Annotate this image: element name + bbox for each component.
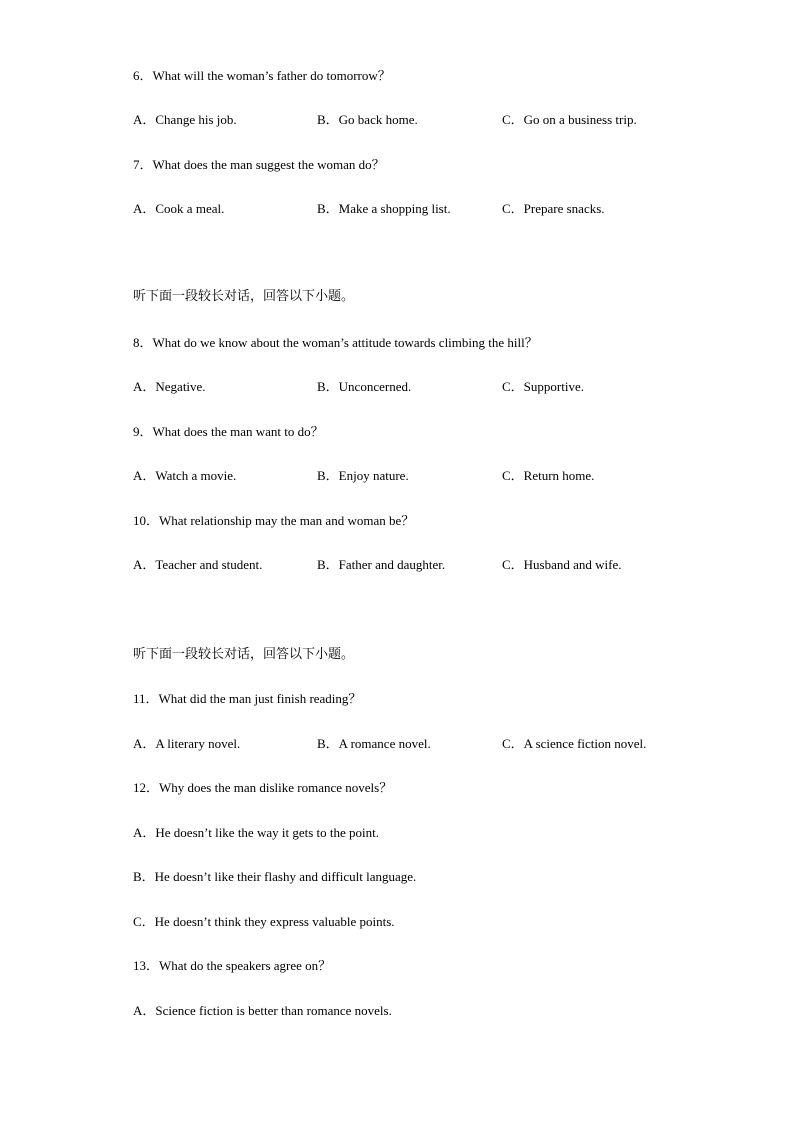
question-6-stem: 6．What will the woman’s father do tomorrow？ bbox=[133, 68, 391, 83]
question-7-option-c: C．Prepare snacks. bbox=[502, 201, 605, 216]
question-7-stem: 7．What does the man suggest the woman do？ bbox=[133, 157, 385, 172]
question-11-option-a: A．A literary novel. bbox=[133, 736, 241, 751]
question-12-option-b: B．He doesn’t like their flashy and difficult language. bbox=[133, 869, 417, 884]
question-8-option-c: C．Supportive. bbox=[502, 379, 584, 394]
question-9-stem: 9．What does the man want to do？ bbox=[133, 424, 324, 439]
question-12-stem: 12．Why does the man dislike romance novels？ bbox=[133, 780, 393, 795]
question-13-stem: 13．What do the speakers agree on？ bbox=[133, 958, 332, 973]
section-heading: 听下面一段较长对话，回答以下小题。 bbox=[133, 289, 355, 304]
question-9-option-c: C．Return home. bbox=[502, 468, 595, 483]
question-6-option-c: C．Go on a business trip. bbox=[502, 112, 637, 127]
question-10-option-a: A．Teacher and student. bbox=[133, 557, 263, 572]
section-heading: 听下面一段较长对话，回答以下小题。 bbox=[133, 647, 355, 662]
question-8-option-a: A．Negative. bbox=[133, 379, 206, 394]
question-10-stem: 10．What relationship may the man and woman be？ bbox=[133, 513, 415, 528]
question-11-option-c: C．A science fiction novel. bbox=[502, 736, 647, 751]
question-6-option-b: B．Go back home. bbox=[317, 112, 418, 127]
question-10-option-c: C．Husband and wife. bbox=[502, 557, 622, 572]
question-10-option-b: B．Father and daughter. bbox=[317, 557, 446, 572]
question-9-option-b: B．Enjoy nature. bbox=[317, 468, 409, 483]
question-6-option-a: A．Change his job. bbox=[133, 112, 237, 127]
question-9-option-a: A．Watch a movie. bbox=[133, 468, 237, 483]
question-7-option-b: B．Make a shopping list. bbox=[317, 201, 451, 216]
question-11-stem: 11．What did the man just finish reading？ bbox=[133, 691, 362, 706]
question-13-option-a: A．Science fiction is better than romance novels. bbox=[133, 1003, 392, 1018]
question-8-option-b: B．Unconcerned. bbox=[317, 379, 412, 394]
question-11-option-b: B．A romance novel. bbox=[317, 736, 431, 751]
question-8-stem: 8．What do we know about the woman’s attitude towards climbing the hill？ bbox=[133, 335, 538, 350]
question-12-option-a: A．He doesn’t like the way it gets to the point. bbox=[133, 825, 379, 840]
question-12-option-c: C．He doesn’t think they express valuable points. bbox=[133, 914, 395, 929]
question-7-option-a: A．Cook a meal. bbox=[133, 201, 225, 216]
